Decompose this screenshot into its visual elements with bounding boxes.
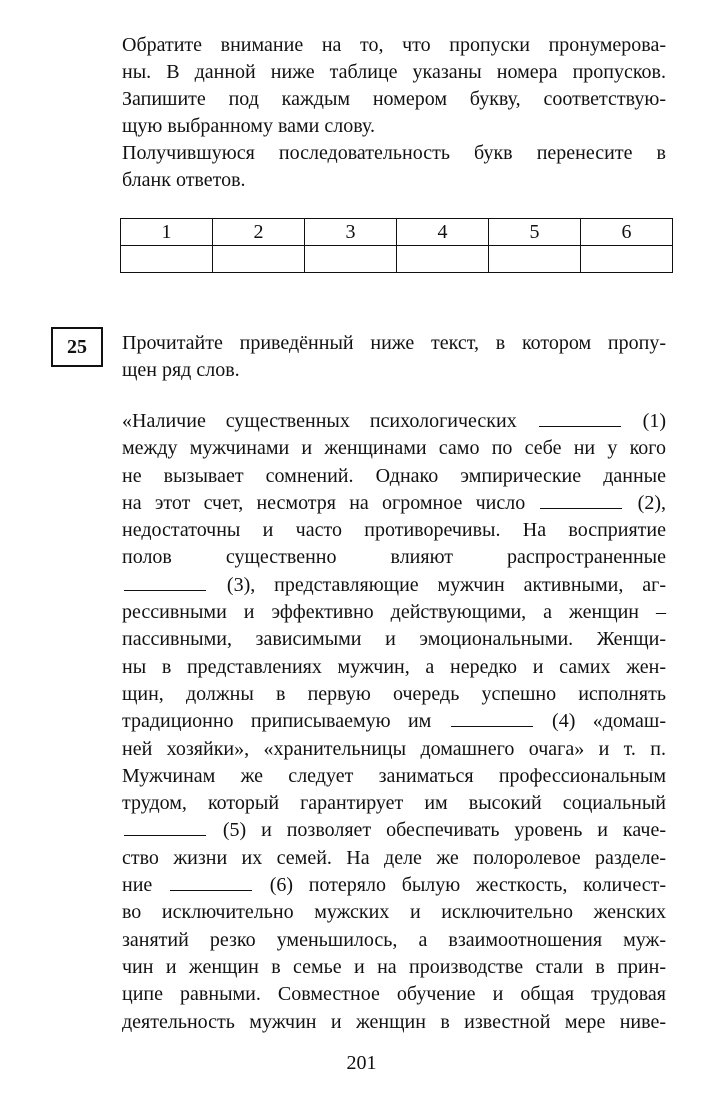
- passage-line: [122, 626, 666, 653]
- passage-line: [122, 927, 666, 954]
- answer-cell[interactable]: [581, 246, 673, 273]
- passage-line: [122, 790, 666, 817]
- passage-line: [122, 763, 666, 790]
- answer-column-number: 5: [489, 219, 581, 246]
- instruction-line: Обратите внимание на то, что пропуски пронумерова-: [122, 34, 666, 56]
- passage-line-text: щин, должны в первую очередь успешно исполнять: [122, 682, 666, 705]
- answer-cell[interactable]: [213, 246, 305, 273]
- passage-line-text: недостаточны и часто противоречивы. На восприятие: [122, 519, 666, 542]
- answer-column-number: 2: [213, 219, 305, 246]
- answer-table-answer-row: [121, 246, 673, 273]
- passage-line: [122, 435, 666, 462]
- answer-table: [120, 218, 673, 273]
- passage-line-text: (3), представляющие мужчин активными, аг-: [208, 573, 666, 596]
- passage-line-text: полов существенно влияют распространенные: [122, 546, 666, 569]
- passage-line-text: между мужчинами и женщинами само по себе ни у кого: [122, 437, 666, 460]
- instruction-line: Запишите под каждым номером букву, соответствую-: [122, 88, 666, 110]
- passage-line-text: ней хозяйки», «хранительницы домашнего очага» и т. п.: [122, 737, 666, 760]
- passage-line-text: чин и женщин в семье и на производстве стали в прин-: [122, 955, 666, 978]
- answer-column-number: 3: [305, 219, 397, 246]
- gap-blank[interactable]: [124, 572, 206, 591]
- passage-line-text: занятий резко уменьшилось, а взаимоотношения муж-: [122, 928, 666, 951]
- passage-line: [122, 845, 666, 872]
- passage-line: [122, 463, 666, 490]
- passage-text: [122, 408, 666, 1036]
- instruction-line: ны. В данной ниже таблице указаны номера пропусков.: [122, 61, 666, 83]
- answer-column-number: 4: [397, 219, 489, 246]
- passage-line: [122, 572, 666, 599]
- answer-column-number: 6: [581, 219, 673, 246]
- answer-table-header-row: [121, 219, 673, 246]
- passage-line-text: (6) потеряло былую жесткость, количест-: [254, 874, 666, 897]
- passage-line-text: трудом, который гарантирует им высокий социальный: [122, 792, 666, 815]
- passage-line-text: деятельность мужчин и женщин в известной мере ниве-: [122, 1010, 666, 1033]
- passage-line-text: (5) и позволяет обеспечивать уровень и каче-: [208, 819, 666, 842]
- task-prompt: [122, 330, 666, 384]
- gap-blank[interactable]: [124, 817, 206, 836]
- passage-line-text: рессивными и эффективно действующими, а женщин –: [122, 601, 666, 624]
- passage-line: [122, 1009, 666, 1036]
- instructions: [122, 32, 666, 194]
- passage-line: [122, 817, 666, 844]
- instruction-line: щую выбранному вами слову.: [122, 115, 375, 137]
- passage-line-text: (4) «домаш-: [534, 710, 666, 733]
- passage-line-text: во исключительно мужских и исключительно женских: [122, 901, 666, 924]
- passage-line: [122, 599, 666, 626]
- passage-line-text: на этот счет, несмотря на огромное число: [122, 491, 539, 514]
- passage-line: [122, 408, 666, 435]
- passage-line: [122, 899, 666, 926]
- passage-line: [122, 490, 666, 517]
- gap-blank[interactable]: [539, 408, 621, 427]
- passage-line: [122, 517, 666, 544]
- instruction-line: бланк ответов.: [122, 169, 246, 191]
- passage-line-text: «Наличие существенных психологических: [122, 410, 537, 432]
- passage-line-text: ство жизни их семей. На деле же полоролевое разделе-: [122, 846, 666, 869]
- passage-line: [122, 544, 666, 571]
- passage-line: [122, 954, 666, 981]
- passage-line-text: традиционно приписываемую им: [122, 710, 449, 733]
- answer-cell[interactable]: [305, 246, 397, 273]
- answer-column-number: 1: [121, 219, 213, 246]
- passage-line-text: пассивными, зависимыми и эмоциональными. Женщи-: [122, 628, 666, 651]
- passage-line-text: ние: [122, 874, 168, 897]
- passage-line-text: не вызывает сомнений. Однако эмпирические данные: [122, 464, 666, 487]
- gap-blank[interactable]: [170, 872, 252, 891]
- page-number: 201: [346, 1052, 377, 1074]
- gap-blank[interactable]: [540, 490, 622, 509]
- passage-line-text: Мужчинам же следует заниматься профессиональным: [122, 764, 666, 787]
- prompt-line: щен ряд слов.: [122, 359, 240, 381]
- task-number-badge: 25: [51, 327, 103, 367]
- gap-blank[interactable]: [451, 708, 533, 727]
- passage-line: [122, 736, 666, 763]
- answer-cell[interactable]: [489, 246, 581, 273]
- passage-line: [122, 681, 666, 708]
- passage-line-text: (2),: [624, 491, 666, 514]
- answer-cell[interactable]: [397, 246, 489, 273]
- passage-line-text: (1): [622, 410, 666, 432]
- passage-line-text: ципе равными. Совместное обучение и общая трудовая: [122, 983, 666, 1006]
- passage-line: [122, 872, 666, 899]
- passage-line: [122, 981, 666, 1008]
- prompt-line: Прочитайте приведённый ниже текст, в котором пропу-: [122, 332, 666, 354]
- passage-line: [122, 654, 666, 681]
- passage-line: [122, 708, 666, 735]
- passage-line-text: ны в представлениях мужчин, а нередко и самих жен-: [122, 655, 666, 678]
- instruction-line: Получившуюся последовательность букв перенесите в: [122, 142, 666, 164]
- answer-cell[interactable]: [121, 246, 213, 273]
